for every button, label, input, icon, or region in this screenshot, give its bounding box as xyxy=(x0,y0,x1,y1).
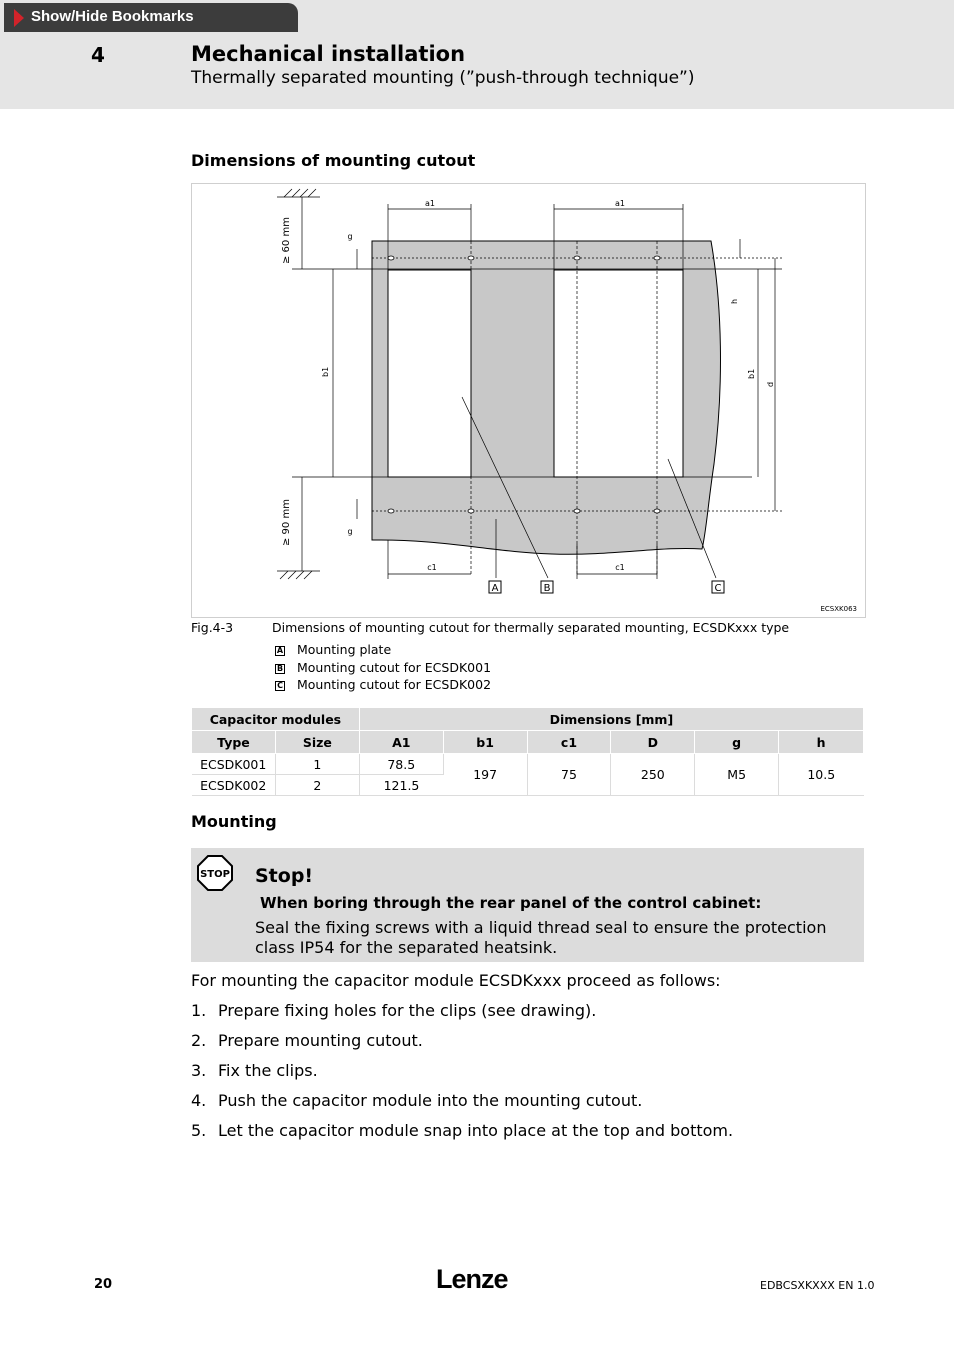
list-item xyxy=(191,1031,423,1050)
cell-type: ECSDK002 xyxy=(192,775,276,796)
cell-size: 2 xyxy=(275,775,359,796)
column-header: h xyxy=(779,731,864,754)
figure-code: ECSXK063 xyxy=(820,605,857,613)
callout-b: B xyxy=(543,583,551,594)
bookmarks-label: Show/Hide Bookmarks xyxy=(31,8,194,25)
column-header: A1 xyxy=(359,731,443,754)
figure-caption-text: Dimensions of mounting cutout for thermally separated mounting, ECSDKxxx type xyxy=(272,620,790,635)
label-h: h xyxy=(730,298,739,304)
label-b1-left: b1 xyxy=(321,366,330,377)
stop-warning xyxy=(191,848,864,962)
step-text: Prepare fixing holes for the clips (see drawing). xyxy=(218,1001,597,1020)
list-item xyxy=(191,1001,596,1020)
callout-c: C xyxy=(714,583,722,594)
figure-number: Fig.4-3 xyxy=(191,620,234,635)
step-number: 4. xyxy=(191,1091,207,1110)
chapter-title: Mechanical installation xyxy=(191,42,466,66)
column-header: g xyxy=(695,731,779,754)
mounting-cutout-figure xyxy=(191,183,866,618)
mounting-heading: Mounting xyxy=(191,812,277,831)
legend-item xyxy=(275,677,491,692)
stop-title: Stop! xyxy=(255,865,314,887)
step-number: 1. xyxy=(191,1001,207,1020)
chapter-subtitle: Thermally separated mounting (”push-through technique”) xyxy=(191,68,695,88)
page-number: 20 xyxy=(94,1277,113,1292)
column-header: b1 xyxy=(443,731,527,754)
legend-text: Mounting cutout for ECSDK002 xyxy=(297,677,492,692)
stop-body: Seal the fixing screws with a liquid thread seal to ensure the protection class IP54 for the separated heatsink. xyxy=(255,918,827,957)
cell-g: M5 xyxy=(695,754,779,796)
triangle-right-icon xyxy=(14,9,24,27)
callout-a: A xyxy=(491,583,499,594)
step-text: Fix the clips. xyxy=(218,1061,318,1080)
label-g-bottom: g xyxy=(347,527,353,536)
label-bottom-clearance: ≥ 90 mm xyxy=(281,499,292,546)
step-text: Prepare mounting cutout. xyxy=(218,1031,423,1050)
label-g-top: g xyxy=(347,232,353,241)
step-text: Let the capacitor module snap into place at the top and bottom. xyxy=(218,1121,734,1140)
cutout-b xyxy=(388,270,471,477)
step-number: 5. xyxy=(191,1121,207,1140)
stop-sign-text: STOP xyxy=(200,869,230,880)
legend-text: Mounting plate xyxy=(297,642,392,657)
step-number: 2. xyxy=(191,1031,207,1050)
cell-c1: 75 xyxy=(527,754,611,796)
column-header: Size xyxy=(275,731,359,754)
dimensions-heading: Dimensions of mounting cutout xyxy=(191,151,476,170)
procedure-intro: For mounting the capacitor module ECSDKxxx proceed as follows: xyxy=(191,971,721,990)
column-header: Type xyxy=(192,731,276,754)
column-header: c1 xyxy=(527,731,611,754)
cutout-c xyxy=(554,270,683,477)
table-group-header: Capacitor modules xyxy=(192,708,360,731)
cell-d: 250 xyxy=(611,754,695,796)
label-c1-left: c1 xyxy=(427,563,437,572)
cell-size: 1 xyxy=(275,754,359,775)
chapter-number: 4 xyxy=(91,43,105,67)
dimensions-table xyxy=(191,707,864,796)
cell-h: 10.5 xyxy=(779,754,864,796)
show-hide-bookmarks-button[interactable] xyxy=(4,3,298,32)
column-header: D xyxy=(611,731,695,754)
cell-b1: 197 xyxy=(443,754,527,796)
cell-type: ECSDK001 xyxy=(192,754,276,775)
stop-subtitle: When boring through the rear panel of the control cabinet: xyxy=(260,894,762,912)
table-group-header: Dimensions [mm] xyxy=(359,708,863,731)
label-b1-right: b1 xyxy=(747,368,756,379)
list-item xyxy=(191,1061,318,1080)
legend-key: A xyxy=(276,646,284,655)
brand-logo: Lenze xyxy=(436,1264,508,1294)
list-item xyxy=(191,1091,642,1110)
stop-sign-icon xyxy=(197,855,233,891)
label-d: d xyxy=(766,381,775,387)
legend-key: B xyxy=(276,664,284,673)
label-c1-right: c1 xyxy=(615,563,625,572)
document-id: EDBCSXKXXX EN 1.0 xyxy=(760,1279,875,1292)
cell-a1: 78.5 xyxy=(359,754,443,775)
legend-item xyxy=(275,642,391,657)
legend-item xyxy=(275,660,491,675)
list-item xyxy=(191,1121,733,1140)
legend-text: Mounting cutout for ECSDK001 xyxy=(297,660,492,675)
step-number: 3. xyxy=(191,1061,207,1080)
label-a1-right: a1 xyxy=(615,199,625,208)
table-row xyxy=(192,754,864,775)
cell-a1: 121.5 xyxy=(359,775,443,796)
label-a1-left: a1 xyxy=(425,199,435,208)
legend-key: C xyxy=(275,681,285,691)
label-top-clearance: ≥ 60 mm xyxy=(281,217,292,264)
mounting-cutout-drawing xyxy=(192,184,865,617)
step-text: Push the capacitor module into the mounting cutout. xyxy=(218,1091,643,1110)
